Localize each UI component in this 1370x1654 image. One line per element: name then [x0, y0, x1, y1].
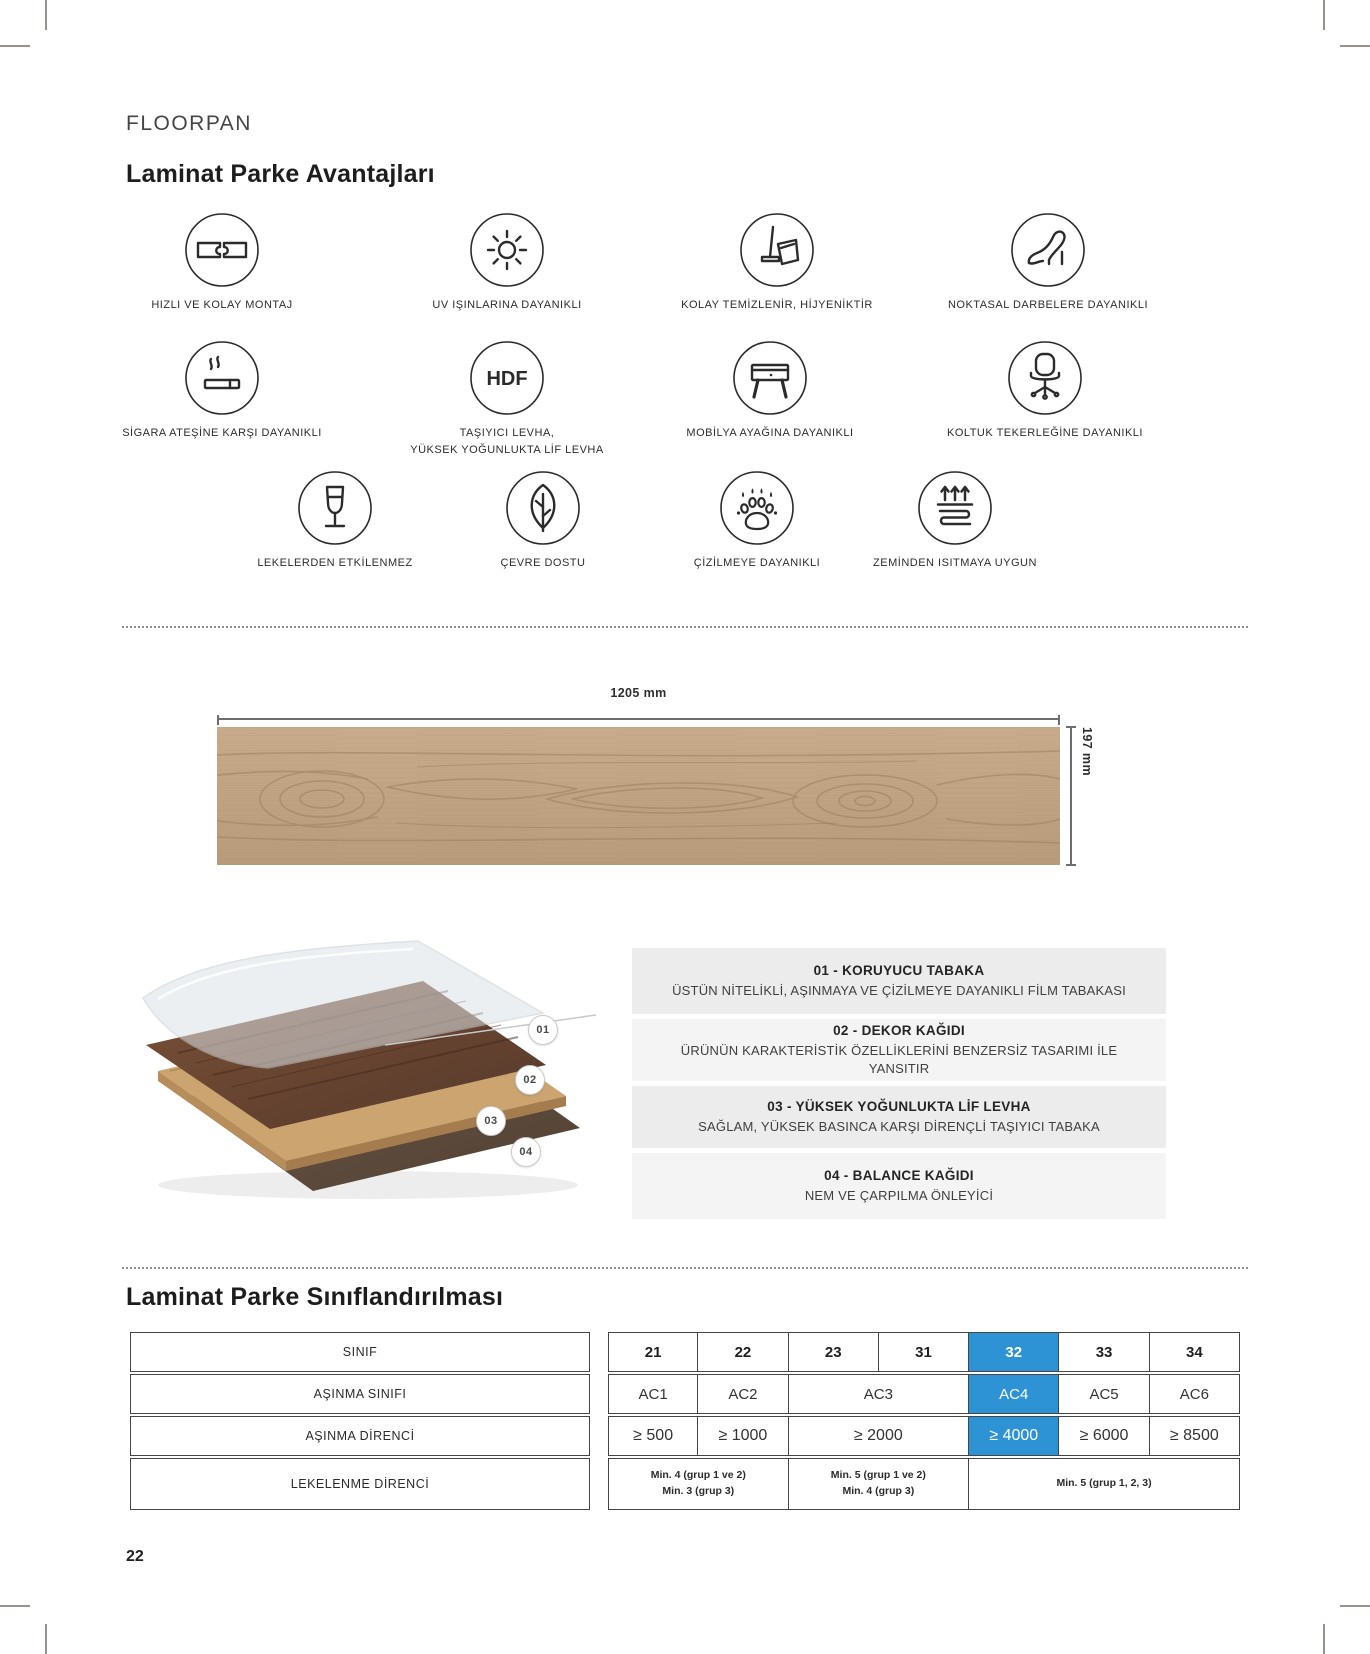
advantage-item [630, 340, 910, 442]
table-row-asinma-direnci [608, 1416, 1240, 1456]
section-divider [122, 626, 1248, 628]
classification-label-column [130, 1330, 590, 1512]
abrasion-resistance-cell: ≥ 6000 [1059, 1416, 1149, 1456]
svg-text:HDF: HDF [486, 368, 528, 390]
abrasion-class-cell: AC6 [1150, 1374, 1240, 1414]
layer-desc: NEM VE ÇARPILMA ÖNLEYİCİ [804, 1187, 994, 1203]
leaf-icon [505, 470, 581, 546]
advantage-label-line1: TAŞIYICI LEVHA, [459, 427, 555, 439]
callout-number: 01 [536, 1024, 550, 1036]
layer-description-01 [632, 948, 1166, 1014]
advantage-item [367, 212, 647, 314]
callout-number: 03 [484, 1115, 498, 1127]
row-label-asinma-sinifi: AŞINMA SINIFI [130, 1374, 590, 1414]
layer-description-03 [632, 1086, 1166, 1148]
advantage-label: ZEMİNDEN ISITMAYA UYGUN [873, 557, 1037, 569]
class-cell-highlighted: 32 [969, 1332, 1059, 1372]
crop-mark [0, 1605, 30, 1607]
stain-line: Min. 4 (grup 3) [842, 1485, 915, 1497]
crop-mark [0, 45, 30, 47]
high-heel-icon [1010, 212, 1086, 288]
layer-desc: SAĞLAM, YÜKSEK BASINCA KARŞI DİRENÇLİ TAŞIYICI TABAKA [698, 1118, 1100, 1134]
wine-glass-icon [297, 470, 373, 546]
advantage-label: SİGARA ATEŞİNE KARŞI DAYANIKLI [122, 427, 322, 439]
advantage-item [367, 340, 647, 458]
abrasion-resistance-cell: ≥ 500 [608, 1416, 698, 1456]
layer-desc: ÜRÜNÜN KARAKTERİSTİK ÖZELLİKLERİNİ BENZERSİZ TASARIMI İLE YANSITIR [680, 1042, 1118, 1076]
stain-line: Min. 5 (grup 1 ve 2) [830, 1469, 926, 1482]
layer-title: 04 - BALANCE KAĞIDI [824, 1167, 974, 1183]
abrasion-resistance-cell: ≥ 1000 [698, 1416, 788, 1456]
classification-value-table [608, 1330, 1240, 1512]
row-label-sinif: SINIF [130, 1332, 590, 1372]
width-dimension-line [217, 718, 1060, 720]
advantage-label [410, 425, 603, 458]
stain-line: Min. 3 (grup 3) [662, 1485, 735, 1497]
layer-title: 03 - YÜKSEK YOĞUNLUKTA LİF LEVHA [767, 1098, 1031, 1114]
layer-desc: ÜSTÜN NİTELİKLİ, AŞINMAYA VE ÇİZİLMEYE DAYANIKLI FİLM TABAKASI [672, 982, 1126, 998]
class-cell: 22 [698, 1332, 788, 1372]
layer-callout-03 [476, 1106, 506, 1136]
classification-title: Laminat Parke Sınıflandırılması [126, 1283, 504, 1311]
plank-width-label: 1205 mm [610, 686, 667, 700]
callout-number: 02 [523, 1074, 537, 1086]
layer-callout-04 [511, 1137, 541, 1167]
advantage-label: NOKTASAL DARBELERE DAYANIKLI [947, 299, 1149, 311]
crop-mark [1323, 0, 1325, 30]
class-cell: 33 [1059, 1332, 1149, 1372]
stain-resistance-cell [969, 1458, 1240, 1510]
office-chair-icon [1007, 340, 1083, 416]
hdf-text-icon [469, 340, 545, 416]
advantage-label: ÇİZİLMEYE DAYANIKLI [693, 557, 821, 569]
cigarette-icon [184, 340, 260, 416]
class-cell: 23 [789, 1332, 879, 1372]
advantage-item [637, 212, 917, 314]
advantage-item [905, 340, 1185, 442]
advantage-label: KOLTUK TEKERLEĞİNE DAYANIKLI [947, 427, 1143, 439]
advantage-label: LEKELERDEN ETKİLENMEZ [257, 557, 413, 569]
wood-plank-image [217, 727, 1060, 865]
advantage-label: UV IŞINLARINA DAYANIKLI [432, 299, 582, 311]
stain-resistance-cell [608, 1458, 789, 1510]
advantages-title: Laminat Parke Avantajları [126, 160, 435, 188]
row-label-asinma-direnci: AŞINMA DİRENCİ [130, 1416, 590, 1456]
crop-mark [45, 0, 47, 30]
stain-line: Min. 5 (grup 1, 2, 3) [1056, 1477, 1152, 1490]
paw-icon [719, 470, 795, 546]
abrasion-resistance-cell-highlighted: ≥ 4000 [969, 1416, 1059, 1456]
abrasion-resistance-cell: ≥ 2000 [789, 1416, 970, 1456]
abrasion-class-cell: AC1 [608, 1374, 698, 1414]
crop-mark [45, 1624, 47, 1654]
stain-line: Min. 4 (grup 1 ve 2) [650, 1469, 746, 1482]
abrasion-class-cell: AC2 [698, 1374, 788, 1414]
advantage-label: ÇEVRE DOSTU [500, 557, 586, 569]
sun-icon [469, 212, 545, 288]
layer-title: 01 - KORUYUCU TABAKA [813, 962, 985, 978]
table-row-asinma-sinifi [608, 1374, 1240, 1414]
underfloor-heating-icon [917, 470, 993, 546]
height-dimension-line [1070, 727, 1072, 865]
layer-title: 02 - DEKOR KAĞIDI [833, 1022, 965, 1038]
advantage-label: MOBİLYA AYAĞINA DAYANIKLI [686, 427, 854, 439]
section-divider [122, 1267, 1248, 1269]
table-row-lekelenme-direnci [608, 1458, 1240, 1510]
brand-logo: FLOORPAN [126, 112, 252, 135]
layer-diagram [118, 903, 640, 1203]
table-row-sinif [608, 1332, 1240, 1372]
advantage-item [908, 212, 1188, 314]
layer-description-02 [632, 1019, 1166, 1081]
crop-mark [1323, 1624, 1325, 1654]
class-cell: 34 [1150, 1332, 1240, 1372]
abrasion-class-cell: AC5 [1059, 1374, 1149, 1414]
mop-bucket-icon [739, 212, 815, 288]
advantage-item [82, 212, 362, 314]
plank-joint-icon [184, 212, 260, 288]
layer-callout-02 [515, 1065, 545, 1095]
layer-description-04 [632, 1153, 1166, 1219]
abrasion-class-cell: AC3 [789, 1374, 970, 1414]
advantage-item [82, 340, 362, 442]
abrasion-class-cell-highlighted: AC4 [969, 1374, 1059, 1414]
class-cell: 31 [879, 1332, 969, 1372]
advantage-label: HIZLI VE KOLAY MONTAJ [151, 299, 293, 311]
crop-mark [1340, 1605, 1370, 1607]
class-cell: 21 [608, 1332, 698, 1372]
stain-resistance-cell [789, 1458, 970, 1510]
plank-height-label: 197 mm [1080, 727, 1094, 776]
page-number: 22 [126, 1548, 144, 1565]
crop-mark [1340, 45, 1370, 47]
abrasion-resistance-cell: ≥ 8500 [1150, 1416, 1240, 1456]
advantage-item [815, 470, 1095, 572]
callout-number: 04 [519, 1146, 533, 1158]
advantage-label-line2: YÜKSEK YOĞUNLUKTA LİF LEVHA [410, 443, 604, 456]
row-label-lekelenme-direnci: LEKELENME DİRENCİ [130, 1458, 590, 1510]
advantage-label: KOLAY TEMİZLENİR, HİJYENİKTİR [681, 299, 873, 311]
furniture-icon [732, 340, 808, 416]
layer-callout-01 [528, 1015, 558, 1045]
